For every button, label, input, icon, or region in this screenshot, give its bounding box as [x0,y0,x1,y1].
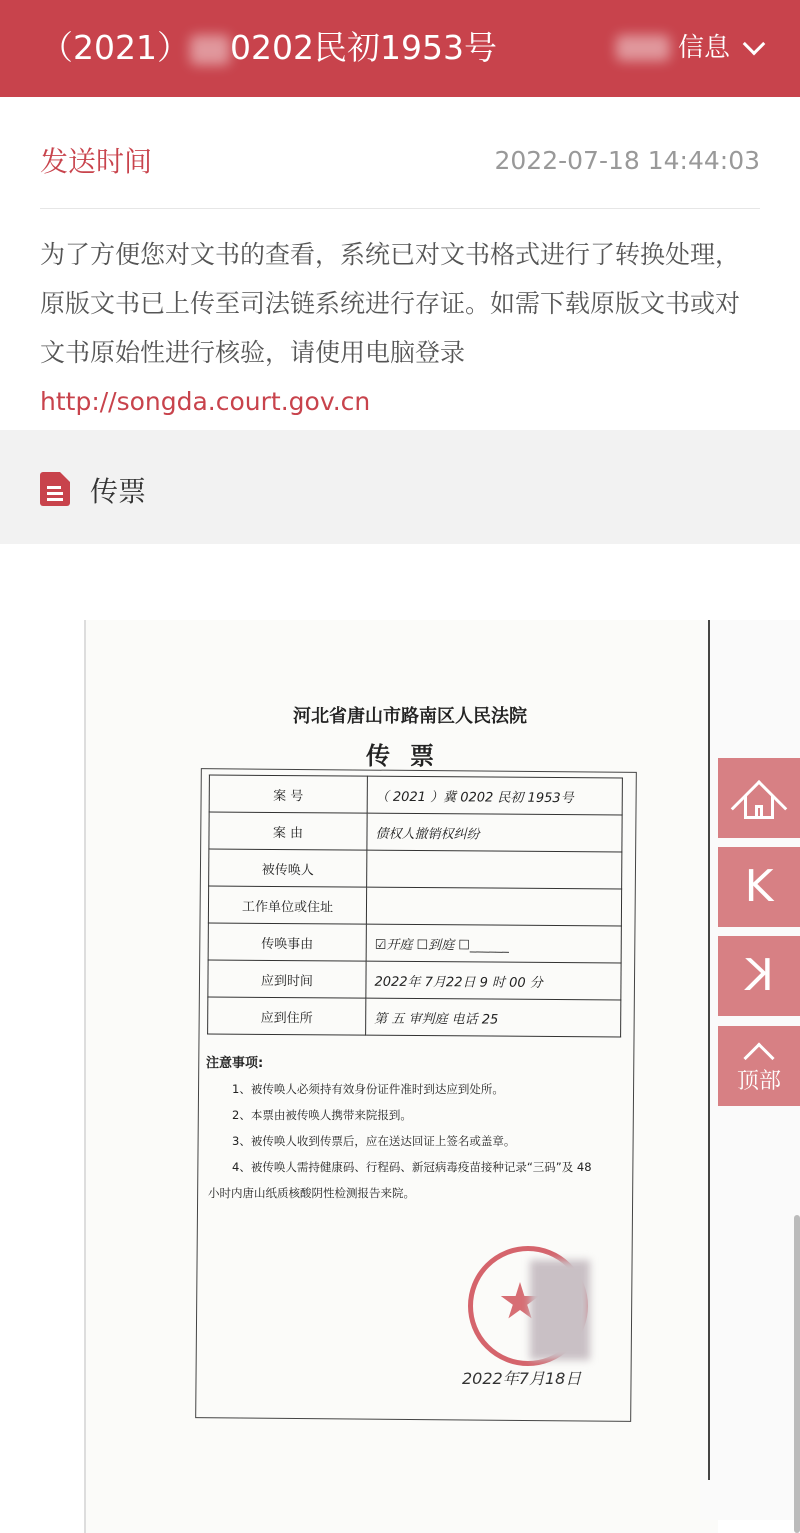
divider [40,208,760,209]
last-page-button[interactable] [718,936,800,1016]
top-bar [0,0,800,97]
note-item: 3、被传唤人收到传票后，应在送达回证上签名或盖章。 [232,1134,516,1148]
table-row: 被传唤人 [209,849,622,889]
table-row: 案 由 债权人撤销权纠纷 [209,812,622,852]
last-page-icon: K [744,950,774,1001]
notice-text: 为了方便您对文书的查看，系统已对文书格式进行了转换处理，原版文书已上传至司法链系统进行存证。如需下载原版文书或对文书原始性进行核验，请使用电脑登录 [40,240,741,367]
notes-list [208,1076,628,1206]
send-time-value: 2022-07-18 14:44:03 [494,145,760,175]
first-page-icon: K [744,861,774,912]
summons-title: 传票 [366,741,454,770]
back-to-top-button[interactable] [718,1026,800,1106]
table-row: 工作单位或住址 [208,886,621,926]
case-title-prefix: （2021） [40,28,190,67]
conversion-notice [40,230,760,426]
document-icon [40,472,70,506]
note-item: 2、本票由被传唤人携带来院报到。 [232,1108,412,1122]
back-to-top-label: 顶部 [736,1069,781,1094]
first-page-button[interactable] [718,847,800,927]
table-row: 应到住所 第 五 审判庭 电话 25 [208,997,621,1037]
redacted-area [530,1260,590,1360]
document-photo [0,560,800,1533]
home-icon [736,777,782,819]
notes-heading: 注意事项: [206,1056,264,1071]
scrollbar[interactable] [794,1215,800,1533]
redacted-text [190,35,230,65]
note-item: 1、被传唤人必须持有效身份证件准时到达应到处所。 [232,1082,504,1096]
document-section-header[interactable] [0,430,800,544]
court-name: 河北省唐山市路南区人民法院 [293,706,527,727]
document-name: 传票 [90,475,147,508]
send-time-label: 发送时间 [40,145,153,178]
send-time-row [40,130,760,190]
issue-date: 2022年7月18日 [462,1369,582,1388]
case-number-title [40,26,497,70]
home-button[interactable] [718,758,800,838]
summons-form-table [207,775,623,1038]
note-item: 4、被传唤人需持健康码、行程码、新冠病毒疫苗接种记录“三码”及 48 [232,1160,592,1174]
chevron-down-icon [743,33,766,56]
table-row: 应到时间 2022年 7月22日 9 时 00 分 [208,960,621,1000]
info-menu-button[interactable] [616,30,762,66]
redacted-text [616,35,670,61]
info-menu-label: 信息 [677,33,730,63]
table-row: 案 号 （ 2021 ）冀 0202 民初 1953号 [209,775,622,815]
note-item: 小时内唐山纸质核酸阴性检测报告来院。 [208,1186,415,1200]
case-title-suffix: 0202民初1953号 [229,28,497,67]
court-site-link[interactable]: http://songda.court.gov.cn [40,387,371,416]
table-row: 传唤事由 ☑开庭 ☐到庭 ☐______ [208,923,621,963]
